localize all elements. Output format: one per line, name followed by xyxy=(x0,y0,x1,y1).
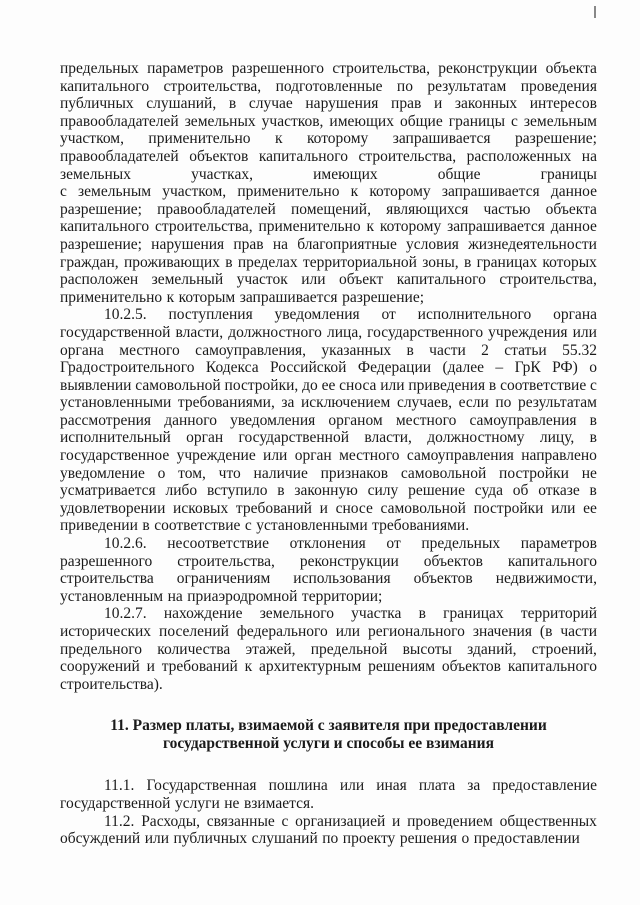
text-line: строительства). xyxy=(60,675,163,693)
text-line: государственной власти, должностного лица, государственного учреждения или xyxy=(60,323,597,341)
text-line: исторических поселений федерального или регионального значения (в части xyxy=(60,623,597,640)
text-line: расположен земельный участок или объект капитального строительства, xyxy=(60,271,597,289)
text-line: государственной услуги не взимается. xyxy=(60,794,314,812)
paragraph-p2 xyxy=(60,306,597,535)
text-line: приведении в соответствие с установленными требованиями. xyxy=(60,517,470,535)
text-line: публичных слушаний, в случае нарушения прав и законных интересов xyxy=(60,95,597,113)
text-line: государственное учреждение или орган местного самоуправления направлено xyxy=(60,447,597,465)
text-line: 11.2. Расходы, связанные с организацией и проведением общественных xyxy=(104,812,597,830)
text-line: участком, применительно к которому запрашивается разрешение; xyxy=(60,130,597,148)
text-line: строительства ограничениям использования объектов недвижимости, xyxy=(60,570,597,588)
text-line: рассмотрения данного уведомления органом местного самоуправления в xyxy=(60,411,597,429)
text-line: разрешенного строительства, реконструкции объектов капитального xyxy=(60,552,597,570)
text-line: 10.2.5. поступления уведомления от исполнительного органа xyxy=(104,306,597,324)
text-line: уведомление о том, что наличие признаков самовольной постройки не xyxy=(60,464,597,482)
text-line: разрешение; правообладателей помещений, являющихся частью объекта xyxy=(60,200,597,218)
document-body xyxy=(60,60,597,848)
paragraph-p5 xyxy=(60,777,597,812)
text-line: разрешение; нарушения прав на благоприятные условия жизнедеятельности xyxy=(60,235,597,253)
text-line: исполнительный орган государственной власти, должностному лицу, в xyxy=(60,429,597,447)
text-line: граждан, проживающих в пределах территориальной зоны, в границах которых xyxy=(60,253,597,271)
text-line: Градостроительного Кодекса Российской Федерации (далее – ГрК РФ) о xyxy=(60,359,597,377)
paragraph-p6 xyxy=(60,813,597,848)
text-line: капитального строительства, применительно к которому запрашивается данное xyxy=(60,218,597,236)
text-line: органа местного самоуправления, указанных в части 2 статьи 55.32 xyxy=(60,341,597,359)
paragraph-p1 xyxy=(60,60,597,306)
paragraph-p3 xyxy=(60,535,597,605)
text-line: усматривается либо вступило в законную силу решение суда об отказе в xyxy=(60,482,597,500)
text-line: капитального строительства, подготовленные по результатам проведения xyxy=(60,77,597,95)
text-line: удовлетворении исковых требований и сносе самовольной постройки или ее xyxy=(60,499,597,517)
text-line: выявлении самовольной постройки, до ее сноса или приведения в соответствие с xyxy=(60,376,597,394)
spacer xyxy=(60,753,597,777)
text-line: предельных параметров разрешенного строительства, реконструкции объекта xyxy=(60,60,597,77)
text-line: 11.1. Государственная пошлина или иная плата за предоставление xyxy=(104,777,597,795)
text-line: правообладателей земельных участков, имеющих общие границы с земельным xyxy=(60,112,597,130)
text-line: установленными требованиями, за исключением случаев, если по результатам xyxy=(60,394,597,412)
text-line: 10.2.7. нахождение земельного участка в границах территорий xyxy=(104,605,597,623)
scan-mark xyxy=(594,6,596,18)
text-line: сооружений и требований к архитектурным решениям объектов капитального xyxy=(60,658,597,676)
paragraph-p4 xyxy=(60,605,597,693)
section-heading xyxy=(60,717,597,753)
text-line: земельных участках, имеющих общие границы xyxy=(60,165,597,183)
text-line: обсуждений или публичных слушаний по проекту решения о предоставлении xyxy=(60,830,580,848)
text-line: 10.2.6. несоответствие отклонения от предельных параметров xyxy=(104,535,597,553)
text-line: правообладателей объектов капитального строительства, расположенных на xyxy=(60,147,597,165)
spacer xyxy=(60,693,597,717)
text-line: применительно к которым запрашивается разрешение; xyxy=(60,288,425,306)
text-line: установленным на приаэродромной территории; xyxy=(60,587,383,605)
heading-line: государственной услуги и способы ее взимания xyxy=(162,735,494,753)
text-line: предельного количества этажей, предельной высоты зданий, строений, xyxy=(60,640,597,658)
heading-line: 11. Размер платы, взимаемой с заявителя при предоставлении xyxy=(110,717,547,735)
text-line: с земельным участком, применительно к которому запрашивается данное xyxy=(60,183,597,201)
